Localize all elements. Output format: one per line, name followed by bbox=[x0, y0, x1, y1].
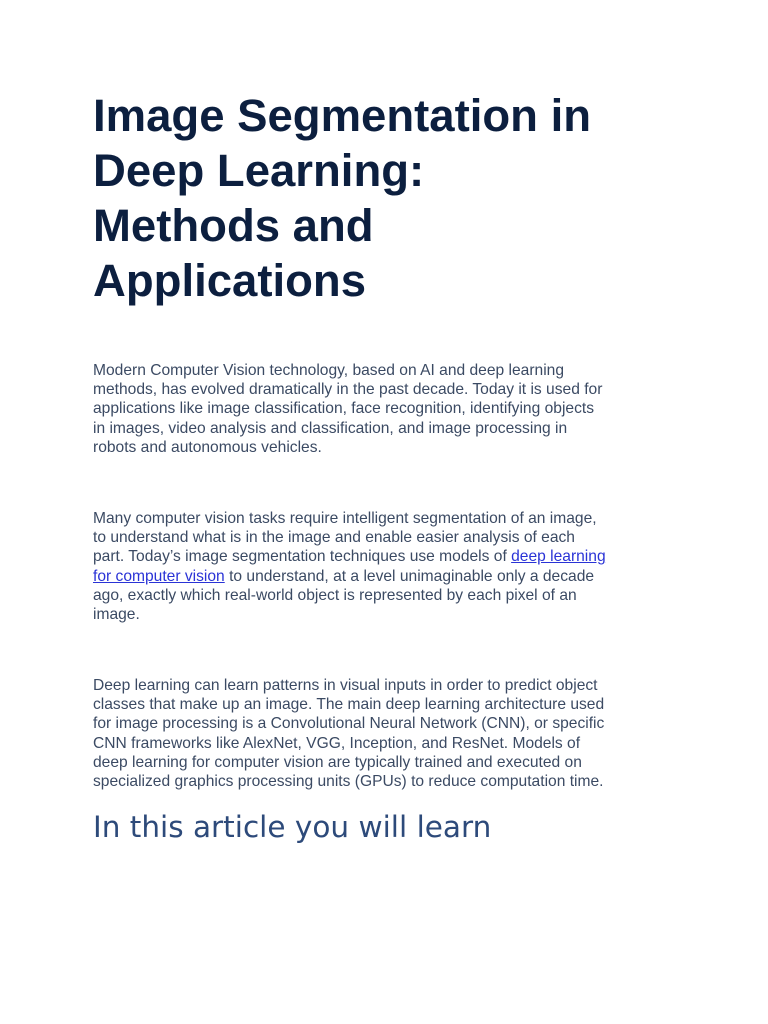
paragraph-line bbox=[93, 547, 693, 566]
deep-learning-link-part2[interactable]: for computer vision bbox=[93, 567, 225, 585]
cnn-paragraph bbox=[93, 676, 693, 791]
paragraph-line: Many computer vision tasks require intelligent segmentation of an image, bbox=[93, 510, 597, 527]
paragraph-line bbox=[93, 567, 693, 586]
paragraph-line: deep learning for computer vision are typically trained and executed on bbox=[93, 753, 582, 771]
title-line: Image Segmentation in bbox=[93, 90, 592, 141]
title-line: Methods and bbox=[93, 200, 374, 251]
paragraph-line: CNN frameworks like AlexNet, VGG, Inception, and ResNet. Models of bbox=[93, 734, 581, 752]
paragraph-line: in images, video analysis and classification, and image processing in bbox=[93, 419, 568, 437]
paragraph-line: robots and autonomous vehicles. bbox=[93, 438, 322, 456]
title-line: Deep Learning: bbox=[93, 145, 425, 196]
paragraph-line: for image processing is a Convolutional Neural Network (CNN), or specific bbox=[93, 715, 605, 733]
deep-learning-link-part1[interactable]: deep learning bbox=[511, 548, 606, 566]
paragraph-text: part. Today’s image segmentation techniques use models of bbox=[93, 548, 512, 566]
page-title bbox=[93, 88, 693, 308]
title-line: Applications bbox=[93, 255, 367, 306]
paragraph-line: classes that make up an image. The main deep learning architecture used bbox=[93, 696, 605, 714]
paragraph-line: ago, exactly which real-world object is represented by each pixel of an bbox=[93, 586, 577, 604]
section-heading: In this article you will learn bbox=[93, 810, 492, 844]
paragraph-line: specialized graphics processing units (GPUs) to reduce computation time. bbox=[93, 773, 604, 791]
paragraph-line: applications like image classification, face recognition, identifying objects bbox=[93, 400, 595, 418]
paragraph-line: Modern Computer Vision technology, based on AI and deep learning bbox=[93, 362, 565, 379]
paragraph-line: methods, has evolved dramatically in the past decade. Today it is used for bbox=[93, 381, 603, 399]
segmentation-paragraph bbox=[93, 509, 693, 624]
intro-paragraph bbox=[93, 361, 693, 457]
paragraph-line: to understand what is in the image and enable easier analysis of each bbox=[93, 529, 575, 547]
paragraph-line: Deep learning can learn patterns in visual inputs in order to predict object bbox=[93, 677, 598, 694]
paragraph-text: to understand, at a level unimaginable only a decade bbox=[224, 567, 595, 585]
paragraph-line: image. bbox=[93, 606, 140, 624]
